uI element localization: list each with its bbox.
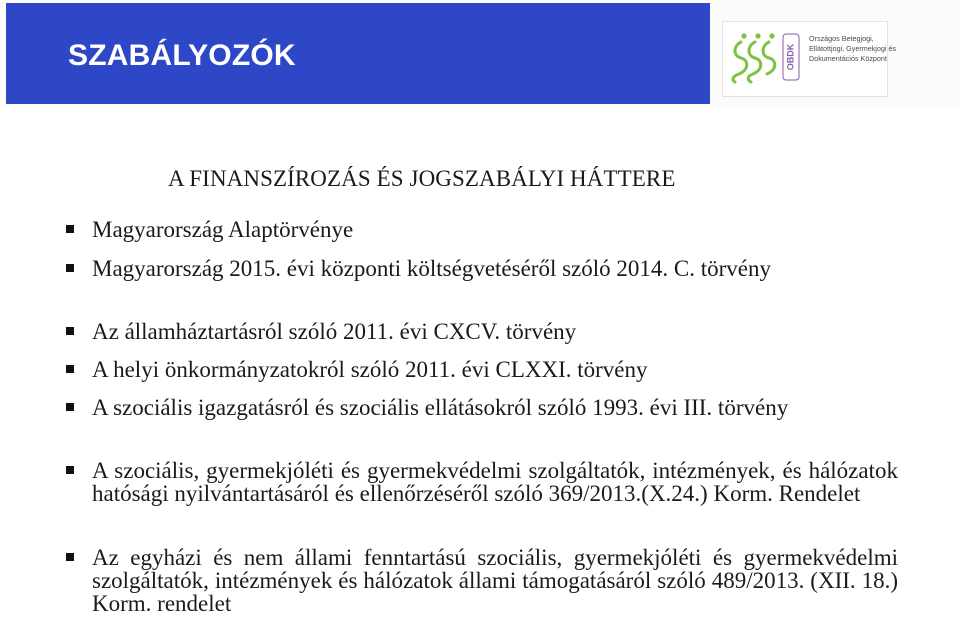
list-item-text: Magyarország Alaptörvénye	[92, 217, 354, 242]
list-item-text: Az egyházi és nem állami fenntartású szociális, gyermekjóléti és gyermekvédelmi szolgáltatók, intézmények és hálózatok állami támogatásáról szóló 489/2013. (XII. 18.) Korm. rendelet	[92, 545, 898, 616]
logo-line: Országos Betegjogi,	[809, 34, 874, 43]
square-bullet-icon	[66, 466, 74, 474]
logo-badge-text: OBDK	[785, 43, 796, 71]
square-bullet-icon	[66, 264, 74, 272]
obdk-logo	[722, 21, 897, 97]
header-bar	[6, 3, 710, 104]
list-item-text: A szociális, gyermekjóléti és gyermekvédelmi szolgáltatók, intézmények, és hálózatok hatósági nyilvántartásáról és ellenőrzéséről szóló 369/2013.(X.24.) Korm. Rendelet	[92, 458, 898, 506]
square-bullet-icon	[66, 225, 74, 233]
square-bullet-icon	[66, 403, 74, 411]
obdk-logo-icon	[727, 28, 809, 92]
section-heading: A FINANSZÍROZÁS ÉS JOGSZABÁLYI HÁTTERE	[168, 166, 676, 191]
list-item-text: Az államháztartásról szóló 2011. évi CXCV. törvény	[92, 319, 577, 344]
list-item-text: Magyarország 2015. évi központi költségvetéséről szóló 2014. C. törvény	[92, 256, 771, 281]
slide-title: SZABÁLYOZÓK	[68, 39, 296, 72]
logo-line: Ellátottjogi, Gyermekjogi és	[809, 44, 897, 53]
logo-line: Dokumentációs Központ	[809, 54, 887, 63]
square-bullet-icon	[66, 553, 74, 561]
square-bullet-icon	[66, 365, 74, 373]
square-bullet-icon	[66, 327, 74, 335]
list-item-text: A helyi önkormányzatokról szóló 2011. évi CLXXI. törvény	[92, 357, 648, 382]
list-item-text: A szociális igazgatásról és szociális ellátásokról szóló 1993. évi III. törvény	[92, 395, 789, 420]
logo-caption	[809, 34, 897, 64]
slide-header	[0, 0, 960, 107]
